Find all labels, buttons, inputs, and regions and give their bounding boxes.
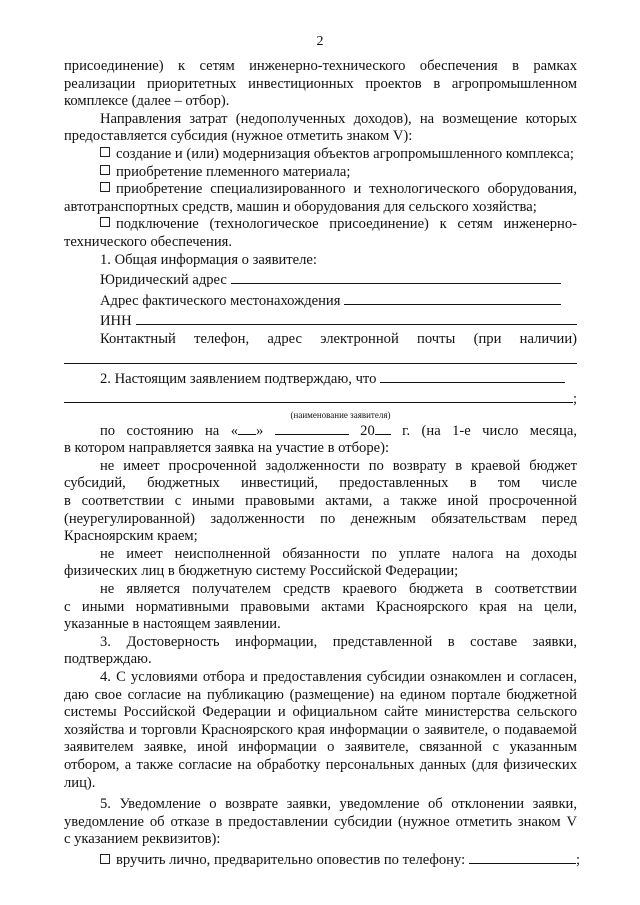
checkbox-icon[interactable] xyxy=(100,165,110,175)
applicant-note: (наименование заявителя) xyxy=(290,409,391,420)
section1-title: 1. Общая информация о заявителе: xyxy=(100,251,317,268)
directions-lead: предоставляется субсидия (нужное отметить знаком V): xyxy=(64,128,413,145)
section2-lead-row xyxy=(64,368,577,389)
legal-address-row xyxy=(64,269,577,290)
delivery-option-row[interactable] xyxy=(64,849,580,870)
debt-line: (неурегулированной) задолженности по денежным обязательствам перед xyxy=(64,510,577,527)
checkbox-icon[interactable] xyxy=(100,854,110,864)
section4-line: 4. С условиями отбора и предоставления субсидии ознакомлен и согласен, xyxy=(100,669,577,685)
debt-line: не имеет просроченной задолженности по возврату в краевой бюджет xyxy=(100,457,577,474)
tax-line: физических лиц в бюджетную систему Российской Федерации; xyxy=(64,563,459,580)
checkbox-option[interactable]: подключение (технологическое присоединение) к сетям инженерно- xyxy=(64,216,577,234)
debt-line: Красноярским краем; xyxy=(64,528,198,545)
checkbox-option[interactable]: приобретение племенного материала; xyxy=(64,164,577,182)
inn-row xyxy=(64,310,577,331)
section4-line: заявителем заявке, иной информации о заявителе, связанной с указанным xyxy=(64,739,577,756)
contact-field[interactable] xyxy=(64,349,577,364)
end-punct: ; xyxy=(575,851,580,868)
section4-line: системы Российской Федерации и официальном сайте министерства сельского xyxy=(64,704,577,721)
checkbox-option-cont: автотранспортных средств, машин и оборудования для сельского хозяйства; xyxy=(64,198,537,215)
day-field[interactable] xyxy=(238,421,256,435)
directions-lead: Направления затрат (недополученных доходов), на возмещение которых xyxy=(100,110,577,127)
legal-address-label: Юридический адрес xyxy=(100,272,227,289)
document-body xyxy=(64,58,580,870)
applicant-name-field[interactable] xyxy=(64,388,573,403)
year-field[interactable] xyxy=(375,421,391,435)
inn-label: ИНН xyxy=(100,313,132,330)
checkbox-option[interactable]: приобретение специализированного и технологического оборудования, xyxy=(64,181,577,199)
contact-label: Контактный телефон, адрес электронной почты (при наличии) xyxy=(100,330,577,347)
section3-line: подтверждаю. xyxy=(64,651,152,668)
delivery-option-label: вручить лично, предварительно оповестив по телефону: xyxy=(116,851,466,868)
recipient-line: указанные в настоящем заявлении. xyxy=(64,616,281,633)
page-number: 2 xyxy=(316,34,324,49)
section4-line: лиц). xyxy=(64,774,96,791)
checkbox-option[interactable]: создание и (или) модернизация объектов агропромышленного комплекса; xyxy=(64,146,577,164)
debt-line: в соответствии с иными правовыми актами, а также иной просроченной xyxy=(64,493,577,510)
section4-line: хозяйства и торговли Красноярского края информации о заявителе, о подаваемой xyxy=(64,721,577,738)
applicant-name-row xyxy=(64,388,577,409)
end-punct: ; xyxy=(572,391,577,408)
section2-lead: 2. Настоящим заявлением подтверждаю, что xyxy=(100,370,377,387)
section5-line: уведомление об отказе в предоставлении субсидии (нужное отметить знаком V xyxy=(64,813,577,830)
intro-line: присоединение) к сетям инженерно-технического обеспечения в рамках xyxy=(64,58,577,74)
recipient-line: с иными нормативными правовыми актами Красноярского края на цели, xyxy=(64,598,577,615)
tax-line: не имеет неисполненной обязанности по уплате налога на доходы xyxy=(100,545,577,562)
actual-address-row xyxy=(64,290,577,311)
month-field[interactable] xyxy=(275,421,349,435)
section3-line: 3. Достоверность информации, представленной в составе заявки, xyxy=(100,633,577,650)
section5-line: 5. Уведомление о возврате заявки, уведомление об отклонении заявки, xyxy=(100,796,577,813)
phone-field[interactable] xyxy=(469,849,576,864)
actual-address-label: Адрес фактического местонахождения xyxy=(100,292,341,309)
date-line: по состоянию на « » 20 г. (на 1-е число месяца, xyxy=(100,422,577,439)
date-line-2: в котором направляется заявка на участие в отборе): xyxy=(64,440,390,457)
actual-address-field[interactable] xyxy=(344,290,561,305)
applicant-field[interactable] xyxy=(380,368,565,383)
checkbox-icon[interactable] xyxy=(100,147,110,157)
checkbox-icon[interactable] xyxy=(100,182,110,192)
inn-field[interactable] xyxy=(136,310,577,325)
debt-line: субсидий, бюджетных инвестиций, предоставленных в том числе xyxy=(64,475,577,492)
checkbox-icon[interactable] xyxy=(100,217,110,227)
intro-line: комплексе (далее – отбор). xyxy=(64,93,230,110)
section4-line: даю свое согласие на публикацию (размещение) на едином портале бюджетной xyxy=(64,686,577,703)
recipient-line: не является получателем средств краевого бюджета в соответствии xyxy=(100,581,577,598)
section5-line: с указанием реквизитов): xyxy=(64,831,221,848)
checkbox-option-cont: технического обеспечения. xyxy=(64,233,233,250)
section4-line: отбором, а также согласие на обработку персональных данных (для физических xyxy=(64,756,577,773)
legal-address-field[interactable] xyxy=(231,269,561,284)
intro-line: реализации приоритетных инвестиционных проектов в агропромышленном xyxy=(64,75,577,92)
